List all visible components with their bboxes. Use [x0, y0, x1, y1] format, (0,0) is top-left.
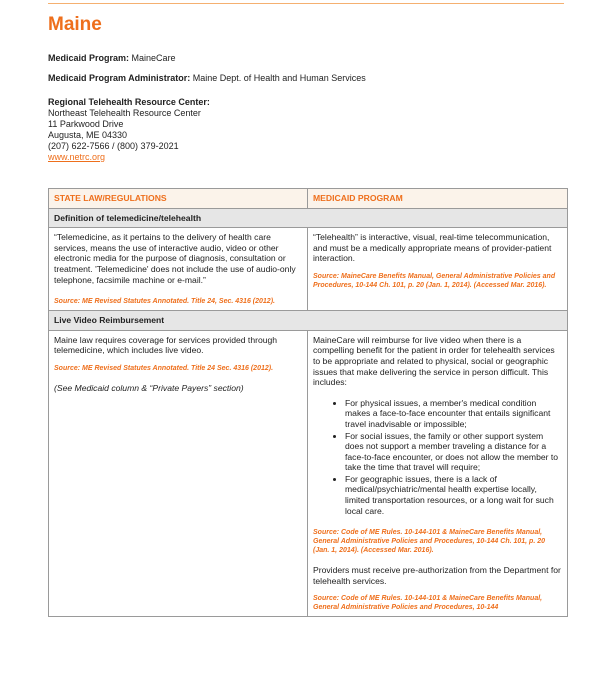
- medicaid-program-label: Medicaid Program:: [48, 53, 130, 63]
- definition-medicaid-source: Source: MaineCare Benefits Manual, General Administrative Policies and Procedures, 10-144 Ch. 101, p. 20 (Jan. 1, 2014). (Accessed Mar. 2016).: [313, 272, 556, 289]
- column-header-state-law: STATE LAW/REGULATIONS: [49, 189, 308, 209]
- column-header-medicaid: MEDICAID PROGRAM: [308, 189, 568, 209]
- live-video-medicaid-source: Source: Code of ME Rules. 10-144-101 & MaineCare Benefits Manual, General Administrative Policies and Procedures, 10-144 Ch. 101, p. 20 (Jan. 1, 2014). (Accessed Mar. 2016).: [313, 529, 546, 555]
- section-row-definition: [49, 208, 568, 228]
- state-title: Maine: [48, 14, 102, 35]
- live-video-state-text: Maine law requires coverage for services provided through telemedicine, which includes live video.: [54, 334, 278, 356]
- live-video-medicaid-source-2: Source: Code of ME Rules. 10-144-101 & MaineCare Benefits Manual, General Administrative Policies and Procedures, 10-144: [313, 595, 543, 612]
- program-administrator-line: [48, 73, 366, 84]
- definition-medicaid-text: “Telehealth” is interactive, visual, real-time telecommunication, and must be a medically appropriate means of provider-patient interaction.: [313, 232, 552, 264]
- live-video-medicaid-cell: [308, 330, 568, 617]
- definition-state-text: “Telemedicine, as it pertains to the delivery of health care services, means the use of interactive audio, video or other electronic media for the purpose of diagnosis, consultation or treatment. 'Telemedicine' does not include the use of audio-only telephone, facsimile machine or e-mail.”: [54, 232, 296, 285]
- resource-center-phone: (207) 622-7566 / (800) 379-2021: [48, 141, 179, 151]
- definition-state-cell: [49, 228, 308, 311]
- table-row: [49, 330, 568, 617]
- live-video-medicaid-intro: MaineCare will reimburse for live video when there is a compelling benefit for the patient in order for telehealth services to be appropriate and related to physical, social or geographic issues that make delivering the service in person difficult. This includes:: [313, 334, 555, 388]
- resource-center-website-link[interactable]: www.netrc.org: [48, 152, 106, 162]
- live-video-bullet-list: [313, 398, 562, 517]
- list-item: • For physical issues, a member's medical condition makes a face-to-face encounter that entails significant travel inadvisable or impossible;: [345, 398, 562, 430]
- medicaid-program-line: [48, 53, 176, 64]
- table-row: [49, 228, 568, 311]
- medicaid-program-value: MaineCare: [131, 53, 176, 63]
- program-administrator-value: Maine Dept. of Health and Human Services: [192, 73, 366, 83]
- resource-center-block: [48, 97, 210, 163]
- list-item: • For social issues, the family or other support system does not support a member traveling a distance for a face-to-face encounter, or does not allow the member to take the time that travel will require;: [345, 431, 562, 473]
- live-video-state-cell: [49, 330, 308, 617]
- resource-center-address1: 11 Parkwood Drive: [48, 119, 124, 129]
- resource-center-address2: Augusta, ME 04330: [48, 130, 128, 140]
- live-video-state-source: Source: ME Revised Statutes Annotated. Title 24 Sec. 4316 (2012).: [54, 364, 274, 372]
- table-header-row: [49, 189, 568, 209]
- top-rule: [48, 3, 564, 4]
- resource-center-label: Regional Telehealth Resource Center:: [48, 97, 210, 107]
- definition-medicaid-cell: [308, 228, 568, 311]
- live-video-state-note: (See Medicaid column & “Private Payers” section): [54, 382, 244, 393]
- resource-center-name: Northeast Telehealth Resource Center: [48, 108, 201, 118]
- live-video-preauth-text: Providers must receive pre-authorization from the Department for telehealth services.: [313, 565, 561, 586]
- definition-state-source: Source: ME Revised Statutes Annotated. Title 24, Sec. 4316 (2012).: [54, 298, 275, 306]
- section-title-definition: Definition of telemedicine/telehealth: [49, 208, 568, 228]
- section-title-live-video: Live Video Reimbursement: [49, 311, 568, 331]
- section-row-live-video: [49, 311, 568, 331]
- program-administrator-label: Medicaid Program Administrator:: [48, 73, 191, 83]
- law-table: [48, 188, 568, 617]
- list-item: • For geographic issues, there is a lack of medical/psychiatric/mental health expertise locally, limited transportation resources, or a long wait for such local care.: [345, 474, 562, 516]
